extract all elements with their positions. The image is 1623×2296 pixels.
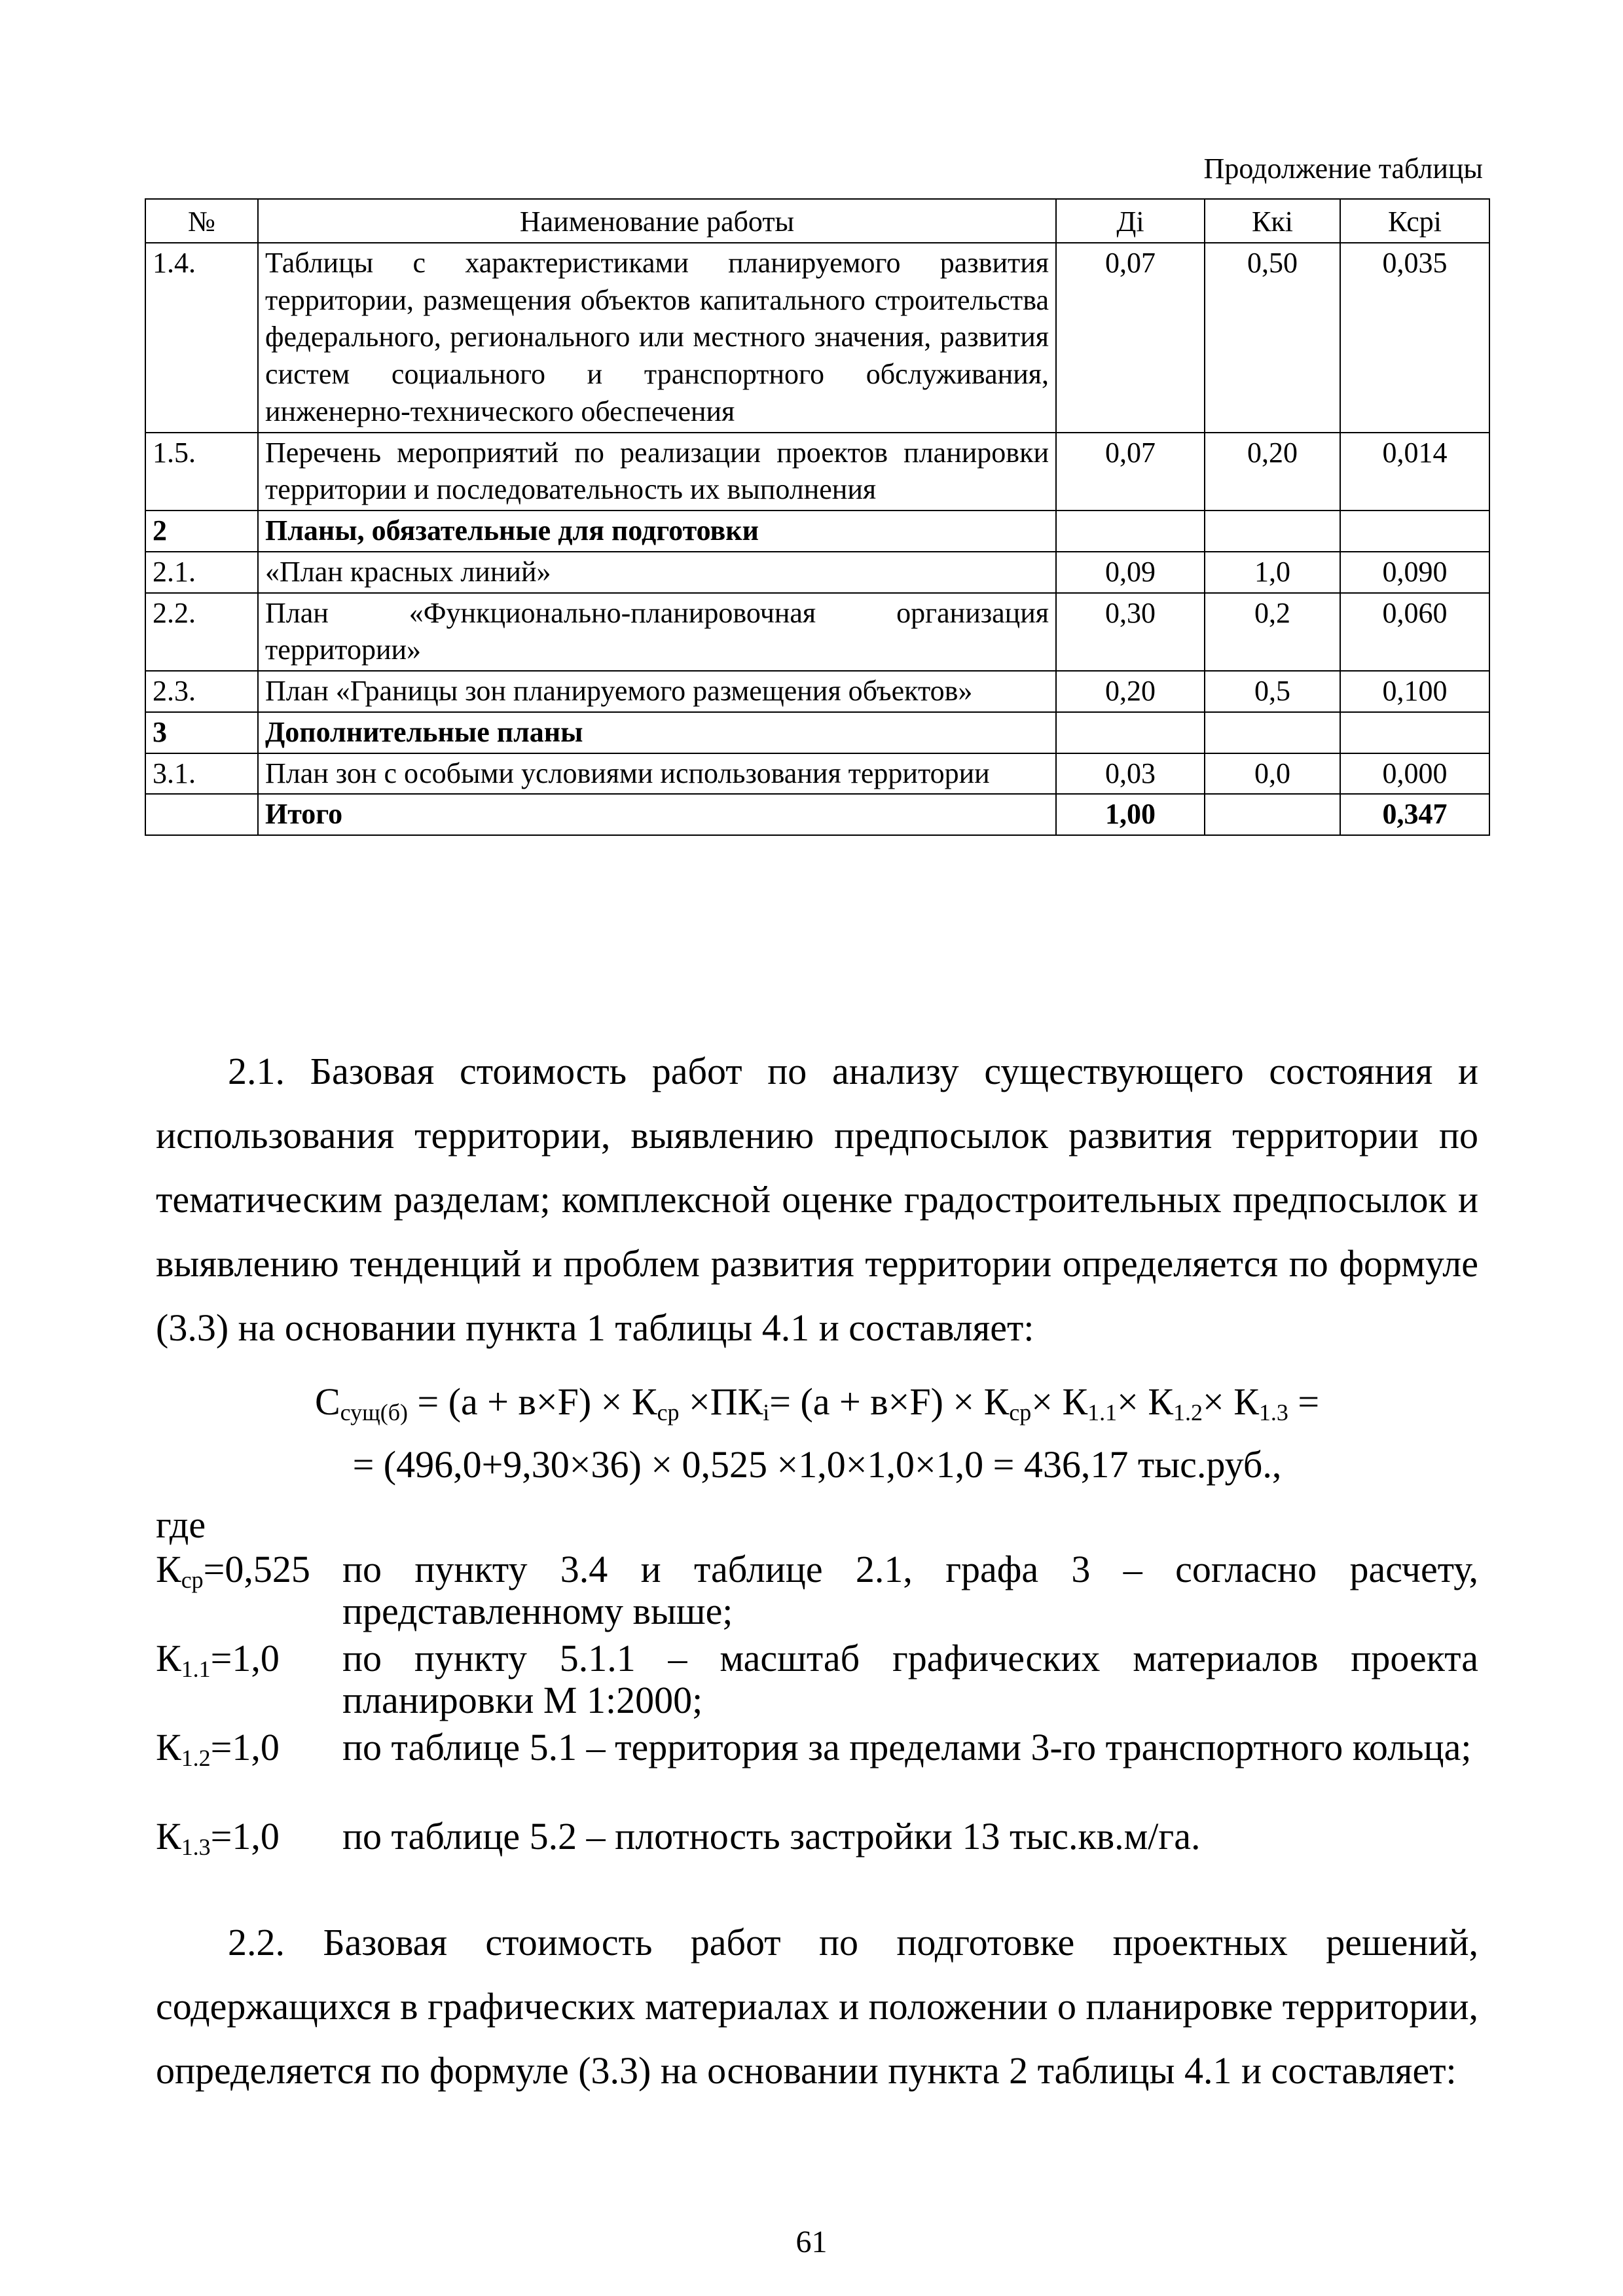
row-number-cell: [145, 794, 258, 835]
table-row: [145, 511, 1489, 552]
row-number-cell: 2.3.: [145, 671, 258, 712]
definition-label: $К_{1.1}=1,0$: [156, 1637, 280, 1682]
ksr-value-cell: 0,090: [1340, 552, 1489, 593]
kk-value-cell: [1205, 794, 1340, 835]
row-number-cell: 2.1.: [145, 552, 258, 593]
row-number-cell: 1.4.: [145, 243, 258, 433]
d-value-cell: 0,07: [1056, 243, 1205, 433]
definition-label: $К_{1.3}=1,0$: [156, 1815, 280, 1860]
header-d: Дi: [1056, 199, 1205, 243]
work-name-cell: Планы, обязательные для подготовки: [258, 511, 1056, 552]
kk-value-cell: 0,2: [1205, 593, 1340, 672]
formula-line-1: $С_{сущ(б)} = (а + в\times F) \times К_{ср} \times ПК_i= (а + в\times F) \times К_{ср}\times К_{1.1}\times К_{1.2}\times К_{1.3}$ =: [314, 1380, 1320, 1426]
ksr-value-cell: 0,060: [1340, 593, 1489, 672]
work-name-cell: Итого: [258, 794, 1056, 835]
kk-value-cell: [1205, 511, 1340, 552]
table-continuation-label: Продолжение таблицы: [1203, 152, 1483, 185]
ksr-value-cell: 0,014: [1340, 433, 1489, 511]
d-value-cell: [1056, 511, 1205, 552]
header-kk: Ккi: [1205, 199, 1340, 243]
work-name-cell: Таблицы с характеристиками планируемого развития территории, размещения объектов капитального строительства федерального, регионального или местного значения, развития систем социального и транспортного обслуживания, инженерно-технического обеспечения: [258, 243, 1056, 433]
paragraph-2-2: 2.2. Базовая стоимость работ по подготовке проектных решений, содержащихся в графических материалах и положении о планировке территории, определяется по формуле (3.3) на основании пункта 2 таблицы 4.1 и составляет:: [156, 1921, 1479, 2092]
ksr-value-cell: 0,347: [1340, 794, 1489, 835]
table-row: [145, 753, 1489, 795]
definition-label: $К_{1.2}=1,0$: [156, 1726, 280, 1771]
work-name-cell: План «Функционально-планировочная организация территории»: [258, 593, 1056, 672]
header-ksr: Ксрi: [1340, 199, 1489, 243]
d-value-cell: 0,07: [1056, 433, 1205, 511]
kk-value-cell: 0,5: [1205, 671, 1340, 712]
header-name: Наименование работы: [258, 199, 1056, 243]
ksr-value-cell: 0,100: [1340, 671, 1489, 712]
table-row: [145, 671, 1489, 712]
definition-ksr: [156, 1549, 1478, 1632]
definition-text: по пункту 3.4 и таблице 2.1, графа 3 – согласно расчету, представленному выше;: [342, 1548, 1478, 1632]
table-row: [145, 552, 1489, 593]
definition-k11: [156, 1638, 1478, 1721]
work-name-cell: «План красных линий»: [258, 552, 1056, 593]
kk-value-cell: 1,0: [1205, 552, 1340, 593]
ksr-value-cell: [1340, 712, 1489, 753]
ksr-value-cell: 0,000: [1340, 753, 1489, 795]
d-value-cell: 0,03: [1056, 753, 1205, 795]
definition-k12: [156, 1726, 1478, 1771]
kk-value-cell: 0,50: [1205, 243, 1340, 433]
header-num: №: [145, 199, 258, 243]
where-label: где: [156, 1503, 206, 1546]
definition-text: по таблице 5.1 – территория за пределами 3-го транспортного кольца;: [342, 1726, 1472, 1768]
row-number-cell: 2.2.: [145, 593, 258, 672]
d-value-cell: 0,30: [1056, 593, 1205, 672]
table-row: [145, 593, 1489, 672]
page-number: 61: [795, 2225, 828, 2259]
table-row: [145, 433, 1489, 511]
table-row: [145, 243, 1489, 433]
ksr-value-cell: 0,035: [1340, 243, 1489, 433]
work-name-cell: План зон с особыми условиями использования территории: [258, 753, 1056, 795]
row-number-cell: 2: [145, 511, 258, 552]
d-value-cell: [1056, 712, 1205, 753]
kk-value-cell: 0,20: [1205, 433, 1340, 511]
cost-table: [145, 198, 1490, 836]
table-row: [145, 712, 1489, 753]
work-name-cell: Перечень мероприятий по реализации проектов планировки территории и последовательность их выполнения: [258, 433, 1056, 511]
definition-text: по таблице 5.2 – плотность застройки 13 тыс.кв.м/га.: [342, 1815, 1201, 1857]
ksr-value-cell: [1340, 511, 1489, 552]
d-value-cell: 1,00: [1056, 794, 1205, 835]
d-value-cell: 0,09: [1056, 552, 1205, 593]
table-header-row: [145, 199, 1489, 243]
definition-label: $К_{ср}=0,525$: [156, 1548, 310, 1593]
row-number-cell: 1.5.: [145, 433, 258, 511]
work-name-cell: Дополнительные планы: [258, 712, 1056, 753]
table-row: [145, 794, 1489, 835]
kk-value-cell: 0,0: [1205, 753, 1340, 795]
row-number-cell: 3.1.: [145, 753, 258, 795]
row-number-cell: 3: [145, 712, 258, 753]
definition-k13: [156, 1815, 1478, 1860]
paragraph-2-1: 2.1. Базовая стоимость работ по анализу существующего состояния и использования территории, выявлению предпосылок развития территории по тематическим разделам; комплексной оценке градостроительных предпосылок и выявлению тенденций и проблем развития территории определяется по формуле (3.3) на основании пункта 1 таблицы 4.1 и составляет:: [156, 1050, 1478, 1349]
formula-line-2: = (496,0+9,30×36) × 0,525 ×1,0×1,0×1,0 = 436,17 тыс.руб.,: [352, 1443, 1282, 1486]
kk-value-cell: [1205, 712, 1340, 753]
work-name-cell: План «Границы зон планируемого размещения объектов»: [258, 671, 1056, 712]
d-value-cell: 0,20: [1056, 671, 1205, 712]
definition-text: по пункту 5.1.1 – масштаб графических материалов проекта планировки М 1:2000;: [342, 1637, 1478, 1721]
